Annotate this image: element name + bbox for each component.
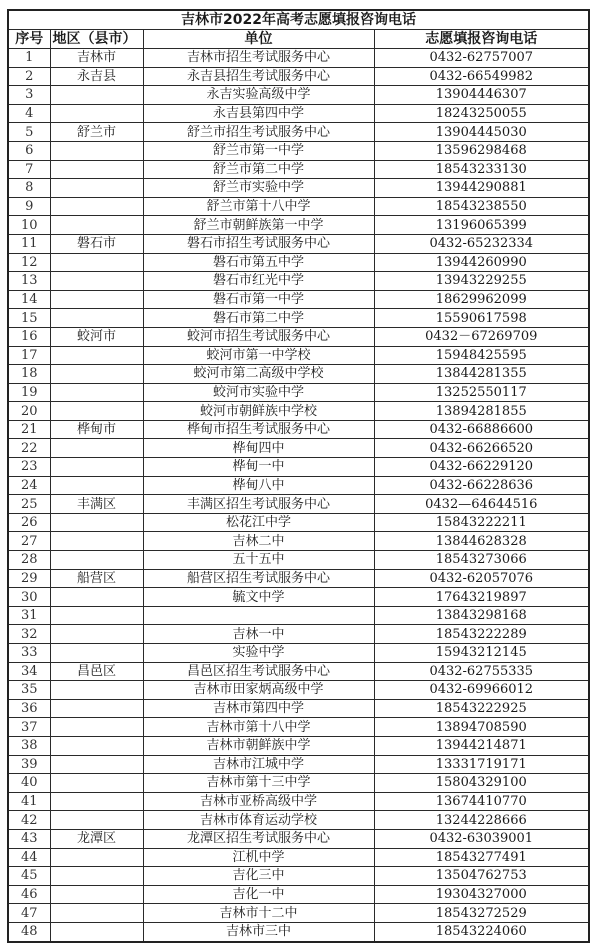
cell-serial-number: 11 (8, 234, 50, 253)
table-row (8, 606, 589, 625)
cell-serial-number: 45 (8, 867, 50, 886)
table-row (8, 420, 589, 439)
cell-serial-number: 36 (8, 699, 50, 718)
table-row (8, 123, 589, 142)
cell-serial-number: 26 (8, 513, 50, 532)
cell-unit: 桦甸四中 (143, 439, 374, 458)
table-row (8, 569, 589, 588)
header-row (8, 30, 589, 49)
cell-unit: 蛟河市第二高级中学校 (143, 365, 374, 384)
cell-unit: 桦甸八中 (143, 476, 374, 495)
cell-phone: 13596298468 (374, 141, 589, 160)
cell-region (50, 383, 143, 402)
cell-phone: 13252550117 (374, 383, 589, 402)
cell-phone: 15804329100 (374, 774, 589, 793)
table-row (8, 829, 589, 848)
cell-unit: 吉林一中 (143, 625, 374, 644)
table-row (8, 160, 589, 179)
cell-region (50, 513, 143, 532)
cell-unit: 永吉县第四中学 (143, 104, 374, 123)
cell-region (50, 625, 143, 644)
cell-serial-number: 8 (8, 179, 50, 198)
cell-phone: 13904446307 (374, 86, 589, 105)
cell-region: 丰满区 (50, 495, 143, 514)
cell-serial-number: 17 (8, 346, 50, 365)
cell-unit: 吉林市江城中学 (143, 755, 374, 774)
cell-unit: 永吉实验高级中学 (143, 86, 374, 105)
table-row (8, 644, 589, 663)
cell-unit: 吉林市第十三中学 (143, 774, 374, 793)
cell-region (50, 439, 143, 458)
cell-phone: 0432-65232334 (374, 234, 589, 253)
cell-unit: 舒兰市第一中学 (143, 141, 374, 160)
cell-serial-number: 25 (8, 495, 50, 514)
contact-sheet (7, 9, 590, 943)
cell-phone: 13504762753 (374, 867, 589, 886)
cell-serial-number: 37 (8, 718, 50, 737)
cell-serial-number: 46 (8, 885, 50, 904)
table-row (8, 327, 589, 346)
header-serial-number: 序号 (8, 30, 50, 49)
consultation-phone-table (7, 9, 590, 943)
table-row (8, 551, 589, 570)
cell-serial-number: 18 (8, 365, 50, 384)
cell-phone: 13843298168 (374, 606, 589, 625)
cell-serial-number: 39 (8, 755, 50, 774)
cell-unit: 吉林二中 (143, 532, 374, 551)
table-row (8, 792, 589, 811)
table-row (8, 681, 589, 700)
cell-phone: 13894281855 (374, 402, 589, 421)
cell-unit: 磐石市招生考试服务中心 (143, 234, 374, 253)
cell-phone: 13944290881 (374, 179, 589, 198)
cell-region (50, 365, 143, 384)
cell-region (50, 718, 143, 737)
table-row (8, 197, 589, 216)
cell-phone: 18543272529 (374, 904, 589, 923)
table-row (8, 439, 589, 458)
table-row (8, 346, 589, 365)
cell-unit: 磐石市红光中学 (143, 272, 374, 291)
cell-phone: 13844628328 (374, 532, 589, 551)
cell-region: 永吉县 (50, 67, 143, 86)
cell-serial-number: 20 (8, 402, 50, 421)
cell-unit: 吉林市招生考试服务中心 (143, 49, 374, 68)
cell-unit: 舒兰市招生考试服务中心 (143, 123, 374, 142)
cell-serial-number: 12 (8, 253, 50, 272)
cell-phone: 0432-63039001 (374, 829, 589, 848)
cell-region (50, 644, 143, 663)
table-row (8, 67, 589, 86)
cell-phone: 13674410770 (374, 792, 589, 811)
cell-serial-number: 16 (8, 327, 50, 346)
cell-phone: 13894708590 (374, 718, 589, 737)
cell-serial-number: 21 (8, 420, 50, 439)
cell-region: 船营区 (50, 569, 143, 588)
cell-phone: 13944214871 (374, 736, 589, 755)
cell-unit: 吉林市十二中 (143, 904, 374, 923)
table-row (8, 662, 589, 681)
cell-unit: 吉林市田家炳高级中学 (143, 681, 374, 700)
cell-unit: 吉林市体育运动学校 (143, 811, 374, 830)
cell-unit: 磐石市第一中学 (143, 290, 374, 309)
table-row (8, 848, 589, 867)
cell-unit: 舒兰市第二中学 (143, 160, 374, 179)
table-row (8, 625, 589, 644)
header-unit: 单位 (143, 30, 374, 49)
table-row (8, 234, 589, 253)
cell-region (50, 736, 143, 755)
table-row (8, 476, 589, 495)
cell-region: 舒兰市 (50, 123, 143, 142)
cell-phone: 15948425595 (374, 346, 589, 365)
cell-serial-number: 7 (8, 160, 50, 179)
cell-region (50, 532, 143, 551)
cell-region (50, 197, 143, 216)
cell-serial-number: 29 (8, 569, 50, 588)
table-row (8, 216, 589, 235)
cell-serial-number: 32 (8, 625, 50, 644)
cell-phone: 17643219897 (374, 588, 589, 607)
cell-unit: 舒兰市实验中学 (143, 179, 374, 198)
table-row (8, 495, 589, 514)
cell-unit: 吉林市第十八中学 (143, 718, 374, 737)
cell-serial-number: 22 (8, 439, 50, 458)
cell-phone: 13331719171 (374, 755, 589, 774)
cell-serial-number: 35 (8, 681, 50, 700)
cell-unit: 磐石市第五中学 (143, 253, 374, 272)
table-title: 吉林市2022年高考志愿填报咨询电话 (8, 10, 589, 30)
cell-serial-number: 38 (8, 736, 50, 755)
cell-serial-number: 4 (8, 104, 50, 123)
cell-region (50, 346, 143, 365)
cell-unit: 船营区招生考试服务中心 (143, 569, 374, 588)
header-region: 地区（县市） (50, 30, 143, 49)
cell-region (50, 86, 143, 105)
cell-serial-number: 5 (8, 123, 50, 142)
table-row (8, 513, 589, 532)
table-row (8, 867, 589, 886)
cell-serial-number: 14 (8, 290, 50, 309)
cell-unit: 实验中学 (143, 644, 374, 663)
cell-region (50, 811, 143, 830)
cell-serial-number: 34 (8, 662, 50, 681)
cell-serial-number: 10 (8, 216, 50, 235)
cell-unit: 蛟河市第一中学校 (143, 346, 374, 365)
table-row (8, 272, 589, 291)
cell-phone: 15943212145 (374, 644, 589, 663)
cell-serial-number: 15 (8, 309, 50, 328)
cell-serial-number: 42 (8, 811, 50, 830)
cell-region (50, 792, 143, 811)
table-row (8, 458, 589, 477)
cell-region (50, 104, 143, 123)
cell-unit: 吉林市三中 (143, 922, 374, 941)
cell-phone: 0432-66266520 (374, 439, 589, 458)
cell-phone: 13244228666 (374, 811, 589, 830)
cell-phone: 0432-66549982 (374, 67, 589, 86)
cell-phone: 15843222211 (374, 513, 589, 532)
cell-unit: 丰满区招生考试服务中心 (143, 495, 374, 514)
cell-serial-number: 27 (8, 532, 50, 551)
cell-region: 龙潭区 (50, 829, 143, 848)
cell-region (50, 774, 143, 793)
cell-phone: 0432-62757007 (374, 49, 589, 68)
cell-phone: 18243250055 (374, 104, 589, 123)
cell-region (50, 551, 143, 570)
header-phone: 志愿填报咨询电话 (374, 30, 589, 49)
cell-unit: 磐石市第二中学 (143, 309, 374, 328)
cell-region (50, 476, 143, 495)
table-row (8, 290, 589, 309)
cell-phone: 13196065399 (374, 216, 589, 235)
cell-region (50, 681, 143, 700)
table-row (8, 141, 589, 160)
cell-unit: 吉化一中 (143, 885, 374, 904)
cell-region: 桦甸市 (50, 420, 143, 439)
table-row (8, 736, 589, 755)
cell-phone: 0432—64644516 (374, 495, 589, 514)
cell-phone: 18543277491 (374, 848, 589, 867)
cell-unit: 五十五中 (143, 551, 374, 570)
cell-serial-number: 9 (8, 197, 50, 216)
table-row (8, 811, 589, 830)
cell-serial-number: 2 (8, 67, 50, 86)
table-row (8, 365, 589, 384)
cell-phone: 18543224060 (374, 922, 589, 941)
cell-phone: 0432－67269709 (374, 327, 589, 346)
cell-serial-number: 44 (8, 848, 50, 867)
cell-phone: 18543233130 (374, 160, 589, 179)
cell-unit: 蛟河市实验中学 (143, 383, 374, 402)
cell-unit: 龙潭区招生考试服务中心 (143, 829, 374, 848)
cell-region (50, 141, 143, 160)
cell-region (50, 922, 143, 941)
table-row (8, 86, 589, 105)
table-body (8, 49, 589, 942)
cell-serial-number: 43 (8, 829, 50, 848)
table-row (8, 774, 589, 793)
cell-unit: 吉林市亚桥高级中学 (143, 792, 374, 811)
cell-unit: 舒兰市朝鲜族第一中学 (143, 216, 374, 235)
cell-phone: 0432-62057076 (374, 569, 589, 588)
title-row (8, 10, 589, 30)
cell-serial-number: 13 (8, 272, 50, 291)
cell-serial-number: 41 (8, 792, 50, 811)
cell-unit: 吉林市朝鲜族中学 (143, 736, 374, 755)
cell-unit: 蛟河市招生考试服务中心 (143, 327, 374, 346)
cell-phone: 13904445030 (374, 123, 589, 142)
cell-serial-number: 6 (8, 141, 50, 160)
cell-region (50, 904, 143, 923)
cell-serial-number: 24 (8, 476, 50, 495)
cell-phone: 0432-66229120 (374, 458, 589, 477)
table-row (8, 922, 589, 941)
cell-region: 昌邑区 (50, 662, 143, 681)
cell-phone: 15590617598 (374, 309, 589, 328)
cell-phone: 18543222289 (374, 625, 589, 644)
cell-region (50, 588, 143, 607)
table-row (8, 755, 589, 774)
cell-region (50, 160, 143, 179)
cell-phone: 13943229255 (374, 272, 589, 291)
cell-region (50, 216, 143, 235)
cell-phone: 0432-66886600 (374, 420, 589, 439)
cell-serial-number: 30 (8, 588, 50, 607)
table-row (8, 253, 589, 272)
cell-unit: 吉化三中 (143, 867, 374, 886)
cell-serial-number: 23 (8, 458, 50, 477)
cell-unit: 江机中学 (143, 848, 374, 867)
cell-region (50, 402, 143, 421)
cell-serial-number: 48 (8, 922, 50, 941)
cell-unit: 舒兰市第十八中学 (143, 197, 374, 216)
cell-unit: 吉林市第四中学 (143, 699, 374, 718)
cell-region (50, 179, 143, 198)
table-row (8, 588, 589, 607)
table-row (8, 718, 589, 737)
cell-phone: 0432-62755335 (374, 662, 589, 681)
cell-serial-number: 40 (8, 774, 50, 793)
cell-region: 吉林市 (50, 49, 143, 68)
cell-region (50, 309, 143, 328)
cell-phone: 19304327000 (374, 885, 589, 904)
cell-serial-number: 19 (8, 383, 50, 402)
cell-serial-number: 47 (8, 904, 50, 923)
cell-region (50, 867, 143, 886)
cell-region (50, 885, 143, 904)
table-row (8, 179, 589, 198)
cell-phone: 18629962099 (374, 290, 589, 309)
cell-region (50, 458, 143, 477)
cell-serial-number: 33 (8, 644, 50, 663)
cell-region (50, 290, 143, 309)
table-row (8, 104, 589, 123)
cell-phone: 18543238550 (374, 197, 589, 216)
cell-phone: 13944260990 (374, 253, 589, 272)
cell-unit: 松花江中学 (143, 513, 374, 532)
table-row (8, 885, 589, 904)
cell-serial-number: 3 (8, 86, 50, 105)
cell-unit (143, 606, 374, 625)
cell-region (50, 272, 143, 291)
table-row (8, 532, 589, 551)
cell-phone: 0432-69966012 (374, 681, 589, 700)
cell-region (50, 606, 143, 625)
cell-phone: 18543222925 (374, 699, 589, 718)
cell-region: 蛟河市 (50, 327, 143, 346)
cell-serial-number: 28 (8, 551, 50, 570)
table-row (8, 402, 589, 421)
table-row (8, 383, 589, 402)
cell-unit: 永吉县招生考试服务中心 (143, 67, 374, 86)
table-row (8, 309, 589, 328)
cell-region (50, 253, 143, 272)
cell-region: 磐石市 (50, 234, 143, 253)
cell-phone: 18543273066 (374, 551, 589, 570)
cell-unit: 蛟河市朝鲜族中学校 (143, 402, 374, 421)
cell-unit: 毓文中学 (143, 588, 374, 607)
table-row (8, 49, 589, 68)
table-row (8, 904, 589, 923)
cell-unit: 桦甸市招生考试服务中心 (143, 420, 374, 439)
cell-region (50, 848, 143, 867)
table-row (8, 699, 589, 718)
cell-unit: 昌邑区招生考试服务中心 (143, 662, 374, 681)
cell-region (50, 699, 143, 718)
cell-phone: 13844281355 (374, 365, 589, 384)
cell-region (50, 755, 143, 774)
cell-serial-number: 1 (8, 49, 50, 68)
cell-unit: 桦甸一中 (143, 458, 374, 477)
cell-phone: 0432-66228636 (374, 476, 589, 495)
cell-serial-number: 31 (8, 606, 50, 625)
